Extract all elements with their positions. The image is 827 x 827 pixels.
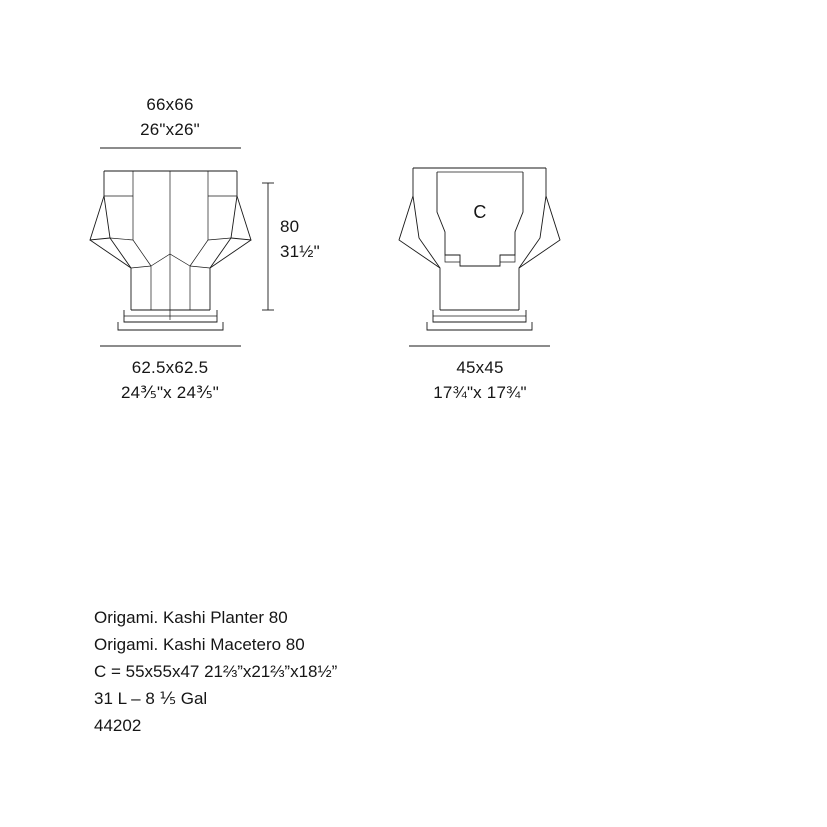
product-description: [94, 604, 524, 739]
dimension-base-width-metric: 62.5x62.5: [131, 358, 209, 377]
profile-right: [210, 171, 237, 310]
dimension-height-metric: 80: [280, 217, 300, 236]
section-facet-left: [413, 196, 440, 268]
section-step-right: [500, 255, 515, 262]
dimension-section-width: [400, 355, 560, 405]
description-line-1: Origami. Kashi Planter 80: [94, 608, 288, 627]
description-line-4: 31 L – 8 ⅕ Gal: [94, 689, 208, 708]
base-foot: [118, 322, 223, 330]
section-label-c: C: [473, 202, 487, 222]
dimension-base-width-imperial: 24⅗"x 24⅗": [120, 383, 220, 402]
dimension-top-width-metric: 66x66: [146, 95, 194, 114]
dimension-height-imperial: 31½": [280, 242, 320, 261]
section-base-foot: [427, 322, 532, 330]
facet-inner-left: [133, 196, 151, 266]
section-view: [399, 168, 560, 346]
facet-center-vee: [151, 254, 190, 266]
facet-edge-left-mid: [110, 238, 133, 240]
description-line-2: Origami. Kashi Macetero 80: [94, 635, 305, 654]
section-step-left: [445, 255, 460, 262]
dimension-section-width-imperial: 17¾"x 17¾": [433, 383, 527, 402]
facet-inner-right: [190, 196, 208, 266]
dimension-top-width-imperial: 26"x26": [140, 120, 200, 139]
description-line-3: C = 55x55x47 21⅔”x21⅔”x18½”: [94, 662, 338, 681]
facet-right-lower: [210, 240, 251, 268]
dimension-top-width: [96, 92, 244, 142]
facet-join-right: [190, 266, 210, 268]
facet-left-lower: [90, 240, 131, 268]
facet-edge-right-mid: [208, 238, 231, 240]
facet-join-left: [131, 266, 151, 268]
front-elevation-view: [90, 148, 274, 346]
dimension-height: [280, 214, 350, 264]
profile-left: [104, 171, 131, 310]
dimension-section-width-metric: 45x45: [456, 358, 504, 377]
dimension-base-width: [80, 355, 260, 405]
description-line-5: 44202: [94, 716, 142, 735]
